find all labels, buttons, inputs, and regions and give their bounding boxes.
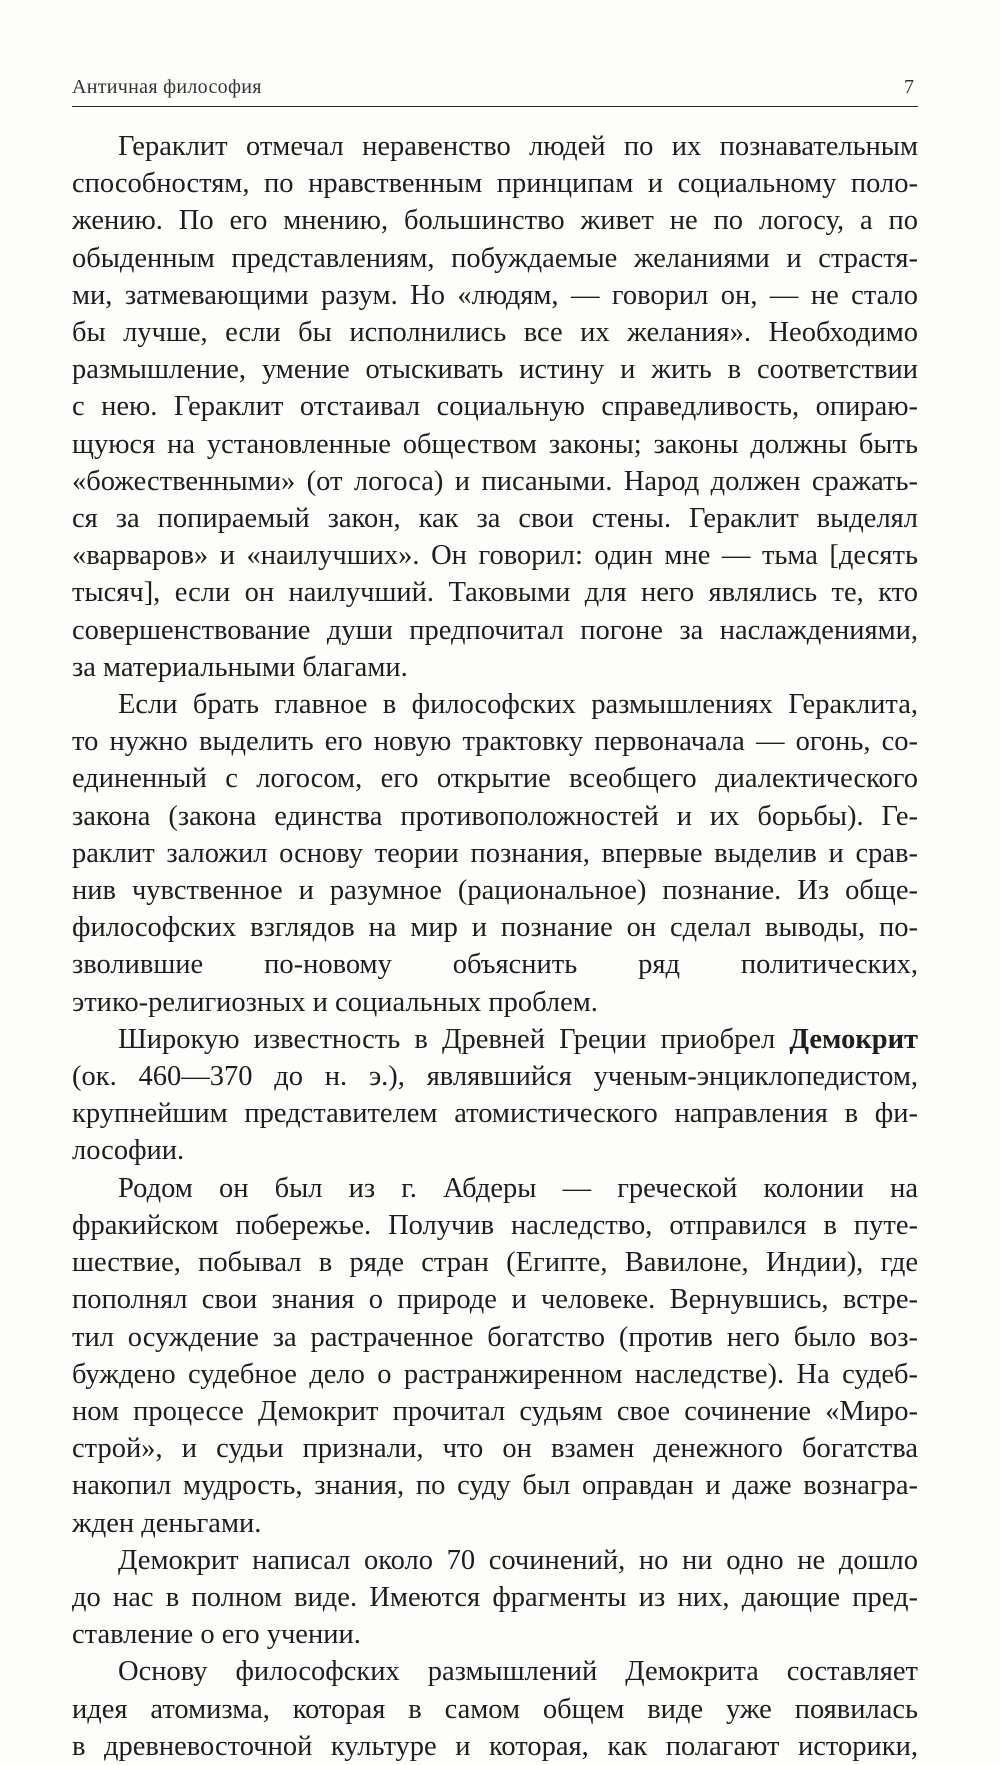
- text-line: способностям, по нравственным принципам и социальному поло-: [72, 168, 918, 200]
- text-line: жению. По его мнению, большинство живет не по логосу, а по: [72, 205, 918, 237]
- text-line: Родом он был из г. Абдеры — греческой колонии на: [118, 1172, 918, 1204]
- text-line: тил осуждение за растраченное богатство (против него было воз-: [72, 1321, 918, 1353]
- text-line: зволившие по-новому объяснить ряд политических,: [72, 949, 918, 981]
- text-line: этико-религиозных и социальных проблем.: [72, 986, 598, 1018]
- text-line: лософии.: [72, 1135, 185, 1167]
- text-line: бы лучше, если бы исполнились все их желания». Необходимо: [72, 317, 918, 349]
- text-line: с нею. Гераклит отстаивал социальную справедливость, опираю-: [72, 391, 918, 423]
- text-line: [72, 1021, 918, 1058]
- text-line: до нас в полном виде. Имеются фрагменты из них, дающие пред-: [72, 1581, 918, 1613]
- text-line: буждено судебное дело о растранжиренном наследстве). На судеб-: [72, 1358, 918, 1390]
- text-line: за материальными благами.: [72, 651, 408, 683]
- paragraph: [72, 1653, 918, 1765]
- text-line: ся за попираемый закон, как за свои стены. Гераклит выделял: [72, 503, 918, 535]
- text-line: ном процессе Демокрит прочитал судьям свое сочинение «Миро-: [72, 1395, 918, 1427]
- text-line: строй», и судьи признали, что он взамен денежного богатства: [72, 1433, 918, 1465]
- text-line: закона (закона единства противоположностей и их борьбы). Ге-: [72, 800, 918, 832]
- text-line: размышление, умение отыскивать истину и жить в соответствии: [72, 354, 918, 386]
- text-line: (ок. 460—370 до н. э.), являвшийся ученым-энциклопедистом,: [72, 1061, 918, 1093]
- text-line: тысяч], если он наилучший. Таковыми для него являлись те, кто: [72, 577, 918, 609]
- text-line: шествие, побывал в ряде стран (Египте, Вавилоне, Индии), где: [72, 1247, 918, 1279]
- body-text: [72, 128, 918, 1765]
- text-line: идея атомизма, которая в самом общем виде уже появилась: [72, 1693, 918, 1725]
- text-line: накопил мудрость, знания, по суду был оправдан и даже вознагра-: [72, 1470, 918, 1502]
- text-line: пополнял свои знания о природе и человеке. Вернувшись, встре-: [72, 1284, 918, 1316]
- text-line: нив чувственное и разумное (рациональное) познание. Из обще-: [72, 875, 918, 907]
- person-name-democritus: Демокрит: [789, 1023, 919, 1055]
- text-line: обыденным представлениям, побуждаемые желаниями и страстя-: [72, 242, 918, 274]
- paragraph: [72, 1170, 918, 1542]
- paragraph: [72, 686, 918, 1021]
- text-line: фракийском побережье. Получив наследство, отправился в путе-: [72, 1209, 918, 1241]
- text-line: Основу философских размышлений Демокрита составляет: [118, 1656, 918, 1688]
- paragraph: [72, 128, 918, 686]
- text-line: единенный с логосом, его открытие всеобщего диалектического: [72, 763, 918, 795]
- running-header: [72, 68, 918, 107]
- text-line: совершенствование души предпочитал погоне за наслаждениями,: [72, 614, 918, 646]
- text-line: Демокрит написал около 70 сочинений, но ни одно не дошло: [118, 1544, 918, 1576]
- text-line: щуюся на установленные обществом законы; законы должны быть: [72, 428, 918, 460]
- text-line: ми, затмевающими разум. Но «людям, — говорил он, — не стало: [72, 279, 918, 311]
- text-line: жден деньгами.: [72, 1507, 262, 1539]
- text-line: Гераклит отмечал неравенство людей по их познавательным: [118, 131, 918, 162]
- text-fragment: Широкую известность в Древней Греции приобрел: [118, 1023, 776, 1055]
- text-line: Если брать главное в философских размышлениях Гераклита,: [118, 689, 918, 721]
- text-line: «варваров» и «наилучших». Он говорил: один мне — тьма [десять: [72, 540, 918, 572]
- text-line: раклит заложил основу теории познания, впервые выделив и срав-: [72, 837, 918, 869]
- text-line: в древневосточной культуре и которая, как полагают историки,: [72, 1730, 918, 1762]
- text-line: крупнейшим представителем атомистического направления в фи-: [72, 1098, 918, 1130]
- paragraph: [72, 1021, 918, 1170]
- text-line: «божественными» (от логоса) и писаными. Народ должен сражать-: [72, 465, 918, 497]
- text-line: ставление о его учении.: [72, 1619, 361, 1651]
- page-number: 7: [904, 76, 914, 98]
- text-line: то нужно выделить его новую трактовку первоначала — огонь, со-: [72, 726, 918, 758]
- running-title: Античная философия: [72, 76, 262, 98]
- text-line: философских взглядов на мир и познание он сделал выводы, по-: [72, 912, 918, 944]
- paragraph: [72, 1542, 918, 1654]
